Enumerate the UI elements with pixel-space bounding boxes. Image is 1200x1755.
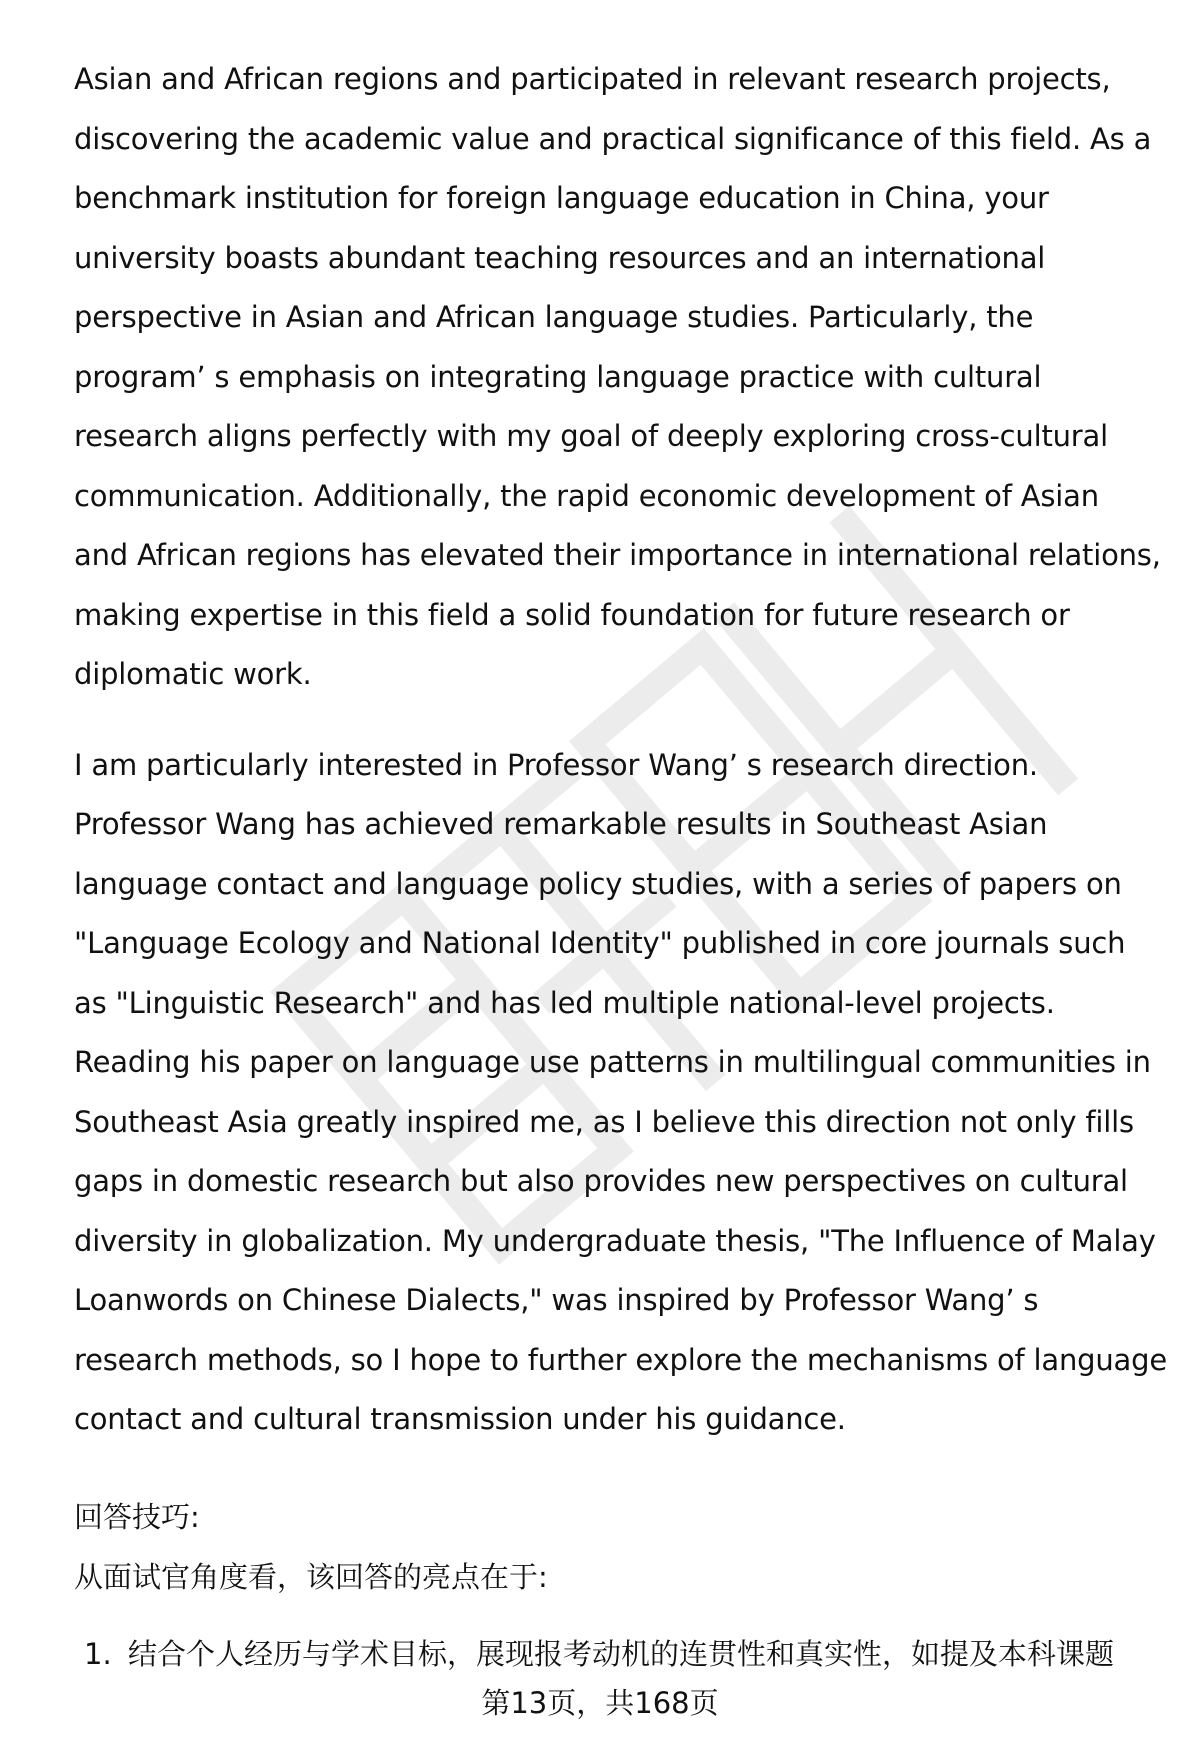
tips-list-item: [84, 1634, 1164, 1674]
text-line: making expertise in this field a solid foundation for future research or: [74, 597, 1070, 632]
page-number-footer: 第13页，共168页: [481, 1686, 719, 1720]
tips-section: [74, 1487, 1164, 1607]
text-line: as "Linguistic Research" and has led multiple national-level projects.: [74, 985, 1055, 1020]
text-line: Southeast Asia greatly inspired me, as I believe this direction not only fills: [74, 1104, 1134, 1139]
text-line: "Language Ecology and National Identity" published in core journals such: [74, 926, 1126, 960]
text-line: diversity in globalization. My undergraduate thesis, "The Influence of Malay: [74, 1223, 1156, 1258]
paragraph-professor-interest: [74, 736, 1167, 1450]
list-number: 1.: [84, 1637, 112, 1671]
body-text: [74, 50, 1167, 1450]
text-line: Professor Wang has achieved remarkable results in Southeast Asian: [74, 807, 1048, 841]
text-line: discovering the academic value and practical significance of this field. As a: [74, 121, 1152, 156]
tips-heading: 回答技巧:: [74, 1500, 200, 1534]
tips-intro: 从面试官角度看，该回答的亮点在于:: [74, 1560, 548, 1594]
text-line: university boasts abundant teaching resources and an international: [74, 240, 1046, 275]
text-line: contact and cultural transmission under his guidance.: [74, 1402, 846, 1436]
text-line: research methods, so I hope to further explore the mechanisms of language: [74, 1342, 1167, 1377]
text-line: language contact and language policy studies, with a series of papers on: [74, 866, 1122, 901]
list-item-text: 结合个人经历与学术目标，展现报考动机的连贯性和真实性，如提及本科课题: [128, 1637, 1115, 1671]
text-line: perspective in Asian and African language studies. Particularly, the: [74, 300, 1034, 334]
text-line: gaps in domestic research but also provides new perspectives on cultural: [74, 1164, 1128, 1198]
text-line: communication. Additionally, the rapid economic development of Asian: [74, 478, 1099, 513]
text-line: diplomatic work.: [74, 657, 312, 691]
text-line: benchmark institution for foreign language education in China, your: [74, 181, 1049, 215]
text-line: research aligns perfectly with my goal of deeply exploring cross-cultural: [74, 419, 1108, 453]
text-line: Reading his paper on language use patterns in multilingual communities in: [74, 1045, 1151, 1079]
text-line: and African regions has elevated their importance in international relations,: [74, 538, 1161, 572]
text-line: Loanwords on Chinese Dialects," was inspired by Professor Wang’ s: [74, 1283, 1039, 1317]
text-line: program’ s emphasis on integrating language practice with cultural: [74, 359, 1042, 394]
text-line: I am particularly interested in Professor Wang’ s research direction.: [74, 747, 1038, 782]
paragraph-motivation: [74, 50, 1164, 705]
text-line: Asian and African regions and participated in relevant research projects,: [74, 62, 1111, 96]
